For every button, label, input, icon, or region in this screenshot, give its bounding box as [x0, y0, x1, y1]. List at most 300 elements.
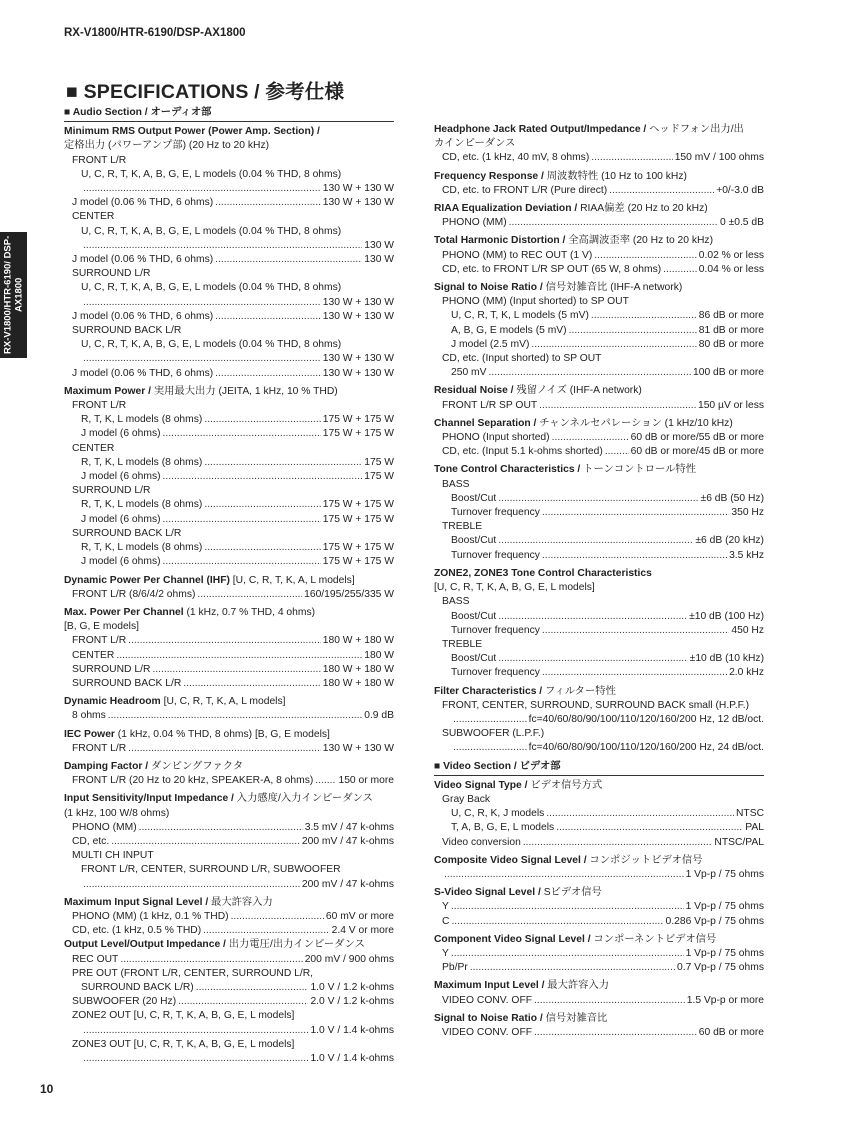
spec-heading-label: Max. Power Per Channel — [64, 606, 187, 618]
dot-leader — [204, 413, 320, 427]
spec-heading-label: Maximum Input Signal Level / — [64, 896, 212, 908]
spec-row-value: 2.4 V or more — [331, 925, 394, 937]
spec-heading: ZONE2, ZONE3 Tone Control Characteristics — [434, 567, 652, 579]
spec-row-label: J model (2.5 mV) — [451, 338, 530, 350]
spec-heading-note: トーンコントロール特性 — [583, 464, 697, 476]
spec-text: SURROUND BACK L/R — [72, 325, 182, 337]
spec-row-value: 80 dB or more — [698, 338, 764, 350]
spec-row-label: PHONO (MM) to REC OUT (1 V) — [442, 249, 593, 261]
spec-row — [64, 821, 394, 835]
spec-text: [B, G, E models] — [64, 621, 139, 633]
spec-heading-label: Dynamic Power Per Channel (IHF) — [64, 574, 233, 586]
dot-leader — [111, 835, 300, 849]
spec-row — [434, 652, 764, 666]
spec-row — [64, 835, 394, 849]
dot-leader — [204, 541, 320, 555]
spec-heading — [64, 760, 394, 774]
spec-heading-label: Frequency Response / — [434, 170, 547, 182]
spec-row-value: 130 W + 130 W — [322, 183, 394, 195]
spec-row-value: 60 dB or more/45 dB or more — [630, 446, 764, 458]
spec-row-value: 0.9 dB — [364, 710, 394, 722]
spec-row-label: J model (0.06 % THD, 6 ohms) — [72, 254, 214, 266]
spec-row — [434, 947, 764, 961]
spec-row-label: FRONT L/R (8/6/4/2 ohms) — [72, 588, 196, 600]
dot-leader — [128, 634, 321, 648]
spec-text: CENTER — [72, 442, 115, 454]
dot-leader — [196, 981, 309, 995]
spec-heading-label: S-Video Signal Level / — [434, 887, 544, 899]
dot-leader — [204, 456, 362, 470]
spec-row-value: 175 W — [364, 471, 394, 483]
spec-row-label: U, C, R, T, K, L models (5 mV) — [451, 310, 589, 322]
spec-row-value: 130 W — [364, 239, 394, 251]
spec-row-value: ±10 dB (10 kHz) — [689, 653, 764, 665]
spec-heading — [434, 202, 764, 216]
dot-leader — [546, 807, 734, 821]
model-header: RX-V1800/HTR-6190/DSP-AX1800 — [64, 27, 246, 39]
spec-row-value: 1.5 Vp-p or more — [686, 994, 764, 1006]
spec-row-value: 0.286 Vp-p / 75 ohms — [665, 915, 764, 927]
spec-row-value: 60 dB or more — [698, 1026, 764, 1038]
spec-row-label: SURROUND BACK L/R — [72, 677, 182, 689]
dot-leader — [152, 663, 320, 677]
spec-row-label: Boost/Cut — [451, 535, 497, 547]
spec-row — [434, 807, 764, 821]
spec-heading-note: コンポジットビデオ信号 — [589, 854, 703, 866]
spec-heading-note: RIAA偏差 (20 Hz to 20 kHz) — [580, 203, 708, 215]
spec-row — [434, 1026, 764, 1040]
spec-row — [64, 924, 394, 938]
spec-heading-note: 信号対雑音比 (IHF-A network) — [545, 282, 683, 294]
spec-row — [64, 995, 394, 1009]
spec-heading — [434, 123, 764, 137]
dot-leader — [609, 184, 714, 198]
dot-leader — [451, 947, 684, 961]
left-column — [64, 106, 394, 1066]
dot-leader — [591, 309, 697, 323]
spec-row — [434, 961, 764, 975]
spec-text: ZONE3 OUT [U, C, R, T, K, A, B, G, E, L models] — [72, 1038, 295, 1050]
spec-row-label: PHONO (MM) (1 kHz, 0.1 % THD) — [72, 910, 229, 922]
spec-heading-label: Dynamic Headroom — [64, 696, 164, 708]
spec-row-value: 150 µV or less — [697, 399, 764, 411]
spec-heading — [434, 234, 764, 248]
spec-heading-note: (1 kHz, 0.7 % THD, 4 ohms) — [186, 606, 316, 618]
dot-leader — [197, 588, 302, 602]
spec-heading-note: 残留ノイズ (IHF-A network) — [516, 385, 642, 397]
page-number: 10 — [40, 1082, 54, 1096]
spec-heading-note: (1 kHz, 0.04 % THD, 8 ohms) [B, G, E models] — [117, 728, 330, 740]
dot-leader — [139, 821, 303, 835]
dot-leader — [534, 1026, 697, 1040]
dot-leader — [498, 652, 687, 666]
spec-row-label: J model (6 ohms) — [81, 556, 161, 568]
spec-text: SUBWOOFER (L.P.F.) — [442, 728, 545, 740]
spec-row-label: J model (0.06 % THD, 6 ohms) — [72, 310, 214, 322]
spec-row-label: Y — [442, 901, 449, 913]
spec-row-value: 180 W + 180 W — [322, 663, 394, 675]
spec-row — [434, 610, 764, 624]
spec-row-value: NTSC — [735, 808, 764, 820]
spec-heading-note: 周波数特性 (10 Hz to 100 kHz) — [546, 170, 687, 182]
spec-row-label: CD, etc. to FRONT L/R (Pure direct) — [442, 184, 608, 196]
spec-heading-label: Input Sensitivity/Input Impedance / — [64, 793, 237, 805]
spec-row — [434, 713, 764, 727]
dot-leader — [215, 253, 362, 267]
dot-leader — [451, 915, 663, 929]
spec-row-value: ±6 dB (50 Hz) — [700, 492, 764, 504]
spec-row — [434, 900, 764, 914]
spec-row — [434, 624, 764, 638]
spec-row-label: J model (0.06 % THD, 6 ohms) — [72, 367, 214, 379]
spec-row — [64, 541, 394, 555]
spec-text: TREBLE — [442, 638, 483, 650]
spec-heading — [64, 792, 394, 806]
spec-row-value: PAL — [745, 822, 764, 834]
spec-row — [434, 492, 764, 506]
spec-row-label: Boost/Cut — [451, 492, 497, 504]
spec-text: MULTI CH INPUT — [72, 850, 154, 862]
spec-row — [434, 249, 764, 263]
spec-heading — [434, 384, 764, 398]
spec-row — [64, 663, 394, 677]
spec-text: SURROUND L/R — [72, 268, 151, 280]
spec-row-value: 1.0 V / 1.4 k-ohms — [310, 1024, 394, 1036]
spec-row — [434, 184, 764, 198]
spec-text: CENTER — [72, 211, 115, 223]
spec-row — [434, 506, 764, 520]
spec-heading-label: Component Video Signal Level / — [434, 933, 594, 945]
spec-row — [64, 182, 394, 196]
spec-text: U, C, R, T, K, A, B, G, E, L models (0.04 % THD, 8 ohms) — [81, 282, 342, 294]
spec-row-label: J model (6 ohms) — [81, 471, 161, 483]
spec-row-label: FRONT L/R — [72, 742, 127, 754]
dot-leader — [128, 742, 321, 756]
spec-row-label: FRONT L/R SP OUT — [442, 399, 538, 411]
dot-leader — [204, 498, 320, 512]
spec-row-label: CD, etc. (1 kHz, 40 mV, 8 ohms) — [442, 152, 590, 164]
spec-heading — [434, 281, 764, 295]
spec-heading-note: [U, C, R, T, K, A, L models] — [163, 696, 286, 708]
spec-row-label: CD, etc. to FRONT L/R SP OUT (65 W, 8 ohms) — [442, 263, 662, 275]
spec-row — [64, 709, 394, 723]
spec-row-label: CENTER — [72, 649, 115, 661]
spec-row-value: 130 W — [364, 254, 394, 266]
page-title: ■ SPECIFICATIONS / 参考仕様 — [66, 81, 345, 103]
spec-row-label: PHONO (MM) — [442, 217, 507, 229]
spec-row-value: 81 dB or more — [698, 324, 764, 336]
spec-row — [434, 666, 764, 680]
spec-row-value: 175 W + 175 W — [322, 556, 394, 568]
spec-row-value: 3.5 kHz — [729, 549, 764, 561]
spec-text: FRONT L/R, CENTER, SURROUND L/R, SUBWOOFER — [81, 864, 341, 876]
spec-row — [434, 915, 764, 929]
dot-leader — [315, 774, 336, 788]
dot-leader — [108, 709, 362, 723]
spec-heading-label: Maximum Power / — [64, 385, 154, 397]
spec-row-label: 8 ohms — [72, 710, 106, 722]
spec-row-label: Boost/Cut — [451, 610, 497, 622]
dot-leader — [542, 506, 729, 520]
spec-heading — [64, 606, 394, 620]
spec-row-label: Y — [442, 947, 449, 959]
spec-text: ZONE2 OUT [U, C, R, T, K, A, B, G, E, L models] — [72, 1010, 295, 1022]
spec-row — [64, 677, 394, 691]
spec-row-value: 100 dB or more — [693, 367, 764, 379]
dot-leader — [552, 431, 629, 445]
spec-row — [434, 263, 764, 277]
spec-row-label: Turnover frequency — [451, 507, 540, 519]
spec-row — [64, 367, 394, 381]
spec-row-value: 0.7 Vp-p / 75 ohms — [676, 962, 764, 974]
dot-leader — [663, 263, 697, 277]
spec-row-value: 150 or more — [338, 775, 394, 787]
spec-row — [64, 878, 394, 892]
spec-row-label: Turnover frequency — [451, 549, 540, 561]
section-heading: ■ Video Section / ビデオ部 — [434, 760, 764, 776]
dot-leader — [542, 624, 729, 638]
spec-row-value: 1.0 V / 1.2 k-ohms — [310, 981, 394, 993]
spec-heading — [434, 463, 764, 477]
spec-row-label: R, T, K, L models (8 ohms) — [81, 499, 203, 511]
dot-leader — [594, 249, 696, 263]
spec-row-value: 1 Vp-p / 75 ohms — [685, 901, 764, 913]
spec-heading-label: Output Level/Output Impedance / — [64, 939, 229, 951]
dot-leader — [163, 427, 321, 441]
spec-row — [64, 239, 394, 253]
spec-row — [434, 431, 764, 445]
spec-row-value: 60 dB or more/55 dB or more — [630, 432, 764, 444]
spec-row-label: CD, etc. (1 kHz, 0.5 % THD) — [72, 925, 202, 937]
spec-row-value: 130 W + 130 W — [322, 742, 394, 754]
spec-row-value: 180 W — [364, 649, 394, 661]
spec-row — [434, 338, 764, 352]
spec-row-value: 0.04 % or less — [698, 263, 764, 275]
spec-heading-note: 出力電圧/出力インピーダンス — [228, 939, 365, 951]
spec-text: PRE OUT (FRONT L/R, CENTER, SURROUND L/R, — [72, 967, 314, 979]
spec-row-value: 200 mV / 900 ohms — [304, 953, 394, 965]
spec-row — [434, 366, 764, 380]
spec-row-label: FRONT L/R (20 Hz to 20 kHz, SPEAKER-A, 8 ohms) — [72, 775, 314, 787]
spec-row — [64, 981, 394, 995]
spec-row-label: T, A, B, G, E, L models — [451, 822, 555, 834]
spec-row-label: J model (6 ohms) — [81, 513, 161, 525]
spec-row-value: 175 W + 175 W — [322, 499, 394, 511]
dot-leader — [83, 1024, 308, 1038]
spec-row — [64, 427, 394, 441]
section-heading: ■ Audio Section / オーディオ部 — [64, 106, 394, 122]
spec-row-value: 175 W + 175 W — [322, 542, 394, 554]
dot-leader — [444, 868, 684, 882]
spec-heading-label: Channel Separation / — [434, 417, 540, 429]
spec-heading-label: Tone Control Characteristics / — [434, 464, 584, 476]
spec-row-value: 2.0 kHz — [729, 667, 764, 679]
spec-row — [434, 216, 764, 230]
spec-row-label: Turnover frequency — [451, 624, 540, 636]
spec-text: U, C, R, T, K, A, B, G, E, L models (0.04 % THD, 8 ohms) — [81, 339, 342, 351]
dot-leader — [542, 549, 727, 563]
spec-row-label: C — [442, 915, 450, 927]
dot-leader — [498, 610, 687, 624]
spec-heading-label: Total Harmonic Distortion / — [434, 235, 569, 247]
spec-row-value: 3.5 mV / 47 k-ohms — [304, 821, 394, 833]
spec-text: FRONT L/R — [72, 400, 127, 412]
spec-row-label: REC OUT — [72, 953, 119, 965]
spec-row-label: PHONO (MM) — [72, 821, 137, 833]
spec-row-value: 1.0 V / 1.4 k-ohms — [310, 1053, 394, 1064]
spec-heading — [64, 385, 394, 399]
spec-heading — [64, 938, 394, 952]
spec-heading-note: 最大許容入力 — [547, 980, 610, 992]
spec-row-label: VIDEO CONV. OFF — [442, 1026, 533, 1038]
spec-row — [64, 253, 394, 267]
dot-leader — [556, 821, 743, 835]
spec-heading-label: Residual Noise / — [434, 385, 517, 397]
spec-heading-note: ダンピングファクタ — [150, 760, 244, 772]
spec-heading-note: フィルター特性 — [545, 685, 616, 697]
spec-row-value: ±6 dB (20 kHz) — [695, 535, 764, 547]
spec-row-value: 130 W + 130 W — [322, 367, 394, 379]
spec-heading-note: ヘッドフォン出力/出 — [649, 124, 744, 135]
spec-heading-label: Signal to Noise Ratio / — [434, 282, 546, 294]
spec-row — [64, 498, 394, 512]
spec-row — [434, 399, 764, 413]
spec-text: FRONT, CENTER, SURROUND, SURROUND BACK small (H.P.F.) — [442, 699, 750, 711]
dot-leader — [531, 338, 696, 352]
spec-heading — [434, 685, 764, 699]
spec-row-value: NTSC/PAL — [714, 836, 764, 848]
spec-heading-note: 信号対雑音比 — [545, 1012, 608, 1024]
spec-text: 定格出力 (パワーアンプ部) (20 Hz to 20 kHz) — [64, 140, 270, 152]
spec-row — [64, 1052, 394, 1066]
spec-row — [434, 534, 764, 548]
spec-text: カインピーダンス — [434, 138, 516, 150]
spec-heading-label: Maximum Input Level / — [434, 980, 548, 992]
spec-row-value: 175 W + 175 W — [322, 414, 394, 426]
spec-row-label: SUBWOOFER (20 Hz) — [72, 996, 177, 1008]
spec-heading — [434, 933, 764, 947]
spec-row — [64, 296, 394, 310]
dot-leader — [498, 534, 693, 548]
spec-text: CD, etc. (Input shorted) to SP OUT — [442, 353, 602, 365]
spec-row — [434, 821, 764, 835]
spec-row-label: CD, etc. — [72, 835, 110, 847]
dot-leader — [163, 555, 321, 569]
spec-heading-note: ビデオ信号方式 — [530, 779, 603, 791]
spec-row — [64, 310, 394, 324]
spec-row-value: 130 W + 130 W — [322, 310, 394, 322]
dot-leader — [215, 310, 321, 324]
spec-row — [64, 196, 394, 210]
spec-heading — [434, 1012, 764, 1026]
spec-row — [64, 555, 394, 569]
spec-row — [434, 836, 764, 850]
dot-leader — [178, 995, 308, 1009]
spec-row-label: Video conversion — [442, 836, 521, 848]
dot-leader — [451, 900, 684, 914]
dot-leader — [215, 196, 321, 210]
spec-row-label: R, T, K, L models (8 ohms) — [81, 414, 203, 426]
spec-heading-note: コンポーネントビデオ信号 — [593, 933, 717, 945]
spec-row-value: 350 Hz — [731, 507, 764, 519]
spec-heading-note: Sビデオ信号 — [543, 887, 602, 899]
spec-row — [64, 413, 394, 427]
spec-heading-label: Video Signal Type / — [434, 779, 531, 791]
spec-row-label: CD, etc. (Input 5.1 k-ohms shorted) — [442, 446, 603, 458]
spec-row — [434, 445, 764, 459]
spec-heading-note: [U, C, R, T, K, A, L models] — [232, 574, 355, 586]
spec-heading-label: Damping Factor / — [64, 760, 151, 772]
dot-leader — [509, 216, 718, 230]
spec-heading — [64, 728, 394, 742]
spec-text: SURROUND L/R — [72, 485, 151, 497]
spec-row — [434, 994, 764, 1008]
spec-heading — [434, 779, 764, 793]
dot-leader — [203, 924, 329, 938]
spec-text: [U, C, R, T, K, A, B, G, E, L models] — [434, 582, 595, 594]
spec-row-value: 2.0 V / 1.2 k-ohms — [310, 996, 394, 1008]
spec-row-value: 86 dB or more — [698, 310, 764, 322]
spec-row — [434, 151, 764, 165]
spec-row — [64, 588, 394, 602]
spec-heading-note: 全高調波歪率 (20 Hz to 20 kHz) — [568, 235, 714, 247]
dot-leader — [83, 239, 362, 253]
spec-text: U, C, R, T, K, A, B, G, E, L models (0.04 % THD, 8 ohms) — [81, 168, 342, 180]
spec-heading — [64, 574, 394, 588]
spec-row-value: 150 mV / 100 ohms — [674, 152, 764, 164]
spec-text: SURROUND BACK L/R — [72, 527, 182, 539]
spec-row-value: 175 W — [364, 456, 394, 468]
spec-heading — [434, 886, 764, 900]
spec-row-value: 175 W + 175 W — [322, 428, 394, 440]
spec-row-label: SURROUND L/R — [72, 663, 151, 675]
dot-leader — [83, 182, 321, 196]
dot-leader — [83, 878, 300, 892]
spec-row — [434, 741, 764, 755]
spec-row-value: 160/195/255/335 W — [304, 588, 394, 600]
dot-leader — [489, 366, 692, 380]
spec-row-label: 250 mV — [451, 367, 487, 379]
dot-leader — [163, 470, 363, 484]
spec-heading — [434, 854, 764, 868]
spec-row-value: +0/-3.0 dB — [716, 184, 764, 196]
spec-row-value: 180 W + 180 W — [322, 677, 394, 689]
spec-heading-note: 実用最大出力 (JEITA, 1 kHz, 10 % THD) — [153, 385, 338, 397]
dot-leader — [534, 994, 685, 1008]
spec-row-value: 60 mV or more — [325, 910, 394, 922]
dot-leader — [591, 151, 672, 165]
side-tab: RX-V1800/HTR-6190/ DSP-AX1800 — [0, 232, 27, 358]
spec-row — [64, 1024, 394, 1038]
spec-heading-label: Signal to Noise Ratio / — [434, 1012, 546, 1024]
spec-heading-note: 最大許容入力 — [211, 896, 273, 908]
spec-text: U, C, R, T, K, A, B, G, E, L models (0.04 % THD, 8 ohms) — [81, 225, 342, 237]
spec-text: FRONT L/R — [72, 154, 127, 166]
spec-row-label: R, T, K, L models (8 ohms) — [81, 456, 203, 468]
dot-leader — [183, 677, 320, 691]
spec-row-label: VIDEO CONV. OFF — [442, 994, 533, 1006]
spec-row — [434, 309, 764, 323]
spec-heading — [64, 695, 394, 709]
dot-leader — [605, 445, 629, 459]
spec-heading — [434, 170, 764, 184]
spec-row-value: 200 mV / 47 k-ohms — [301, 878, 394, 890]
spec-row-value: 1 Vp-p / 75 ohms — [685, 868, 764, 880]
spec-row — [64, 470, 394, 484]
spec-row-label: FRONT L/R — [72, 635, 127, 647]
spec-heading — [434, 979, 764, 993]
dot-leader — [163, 513, 321, 527]
